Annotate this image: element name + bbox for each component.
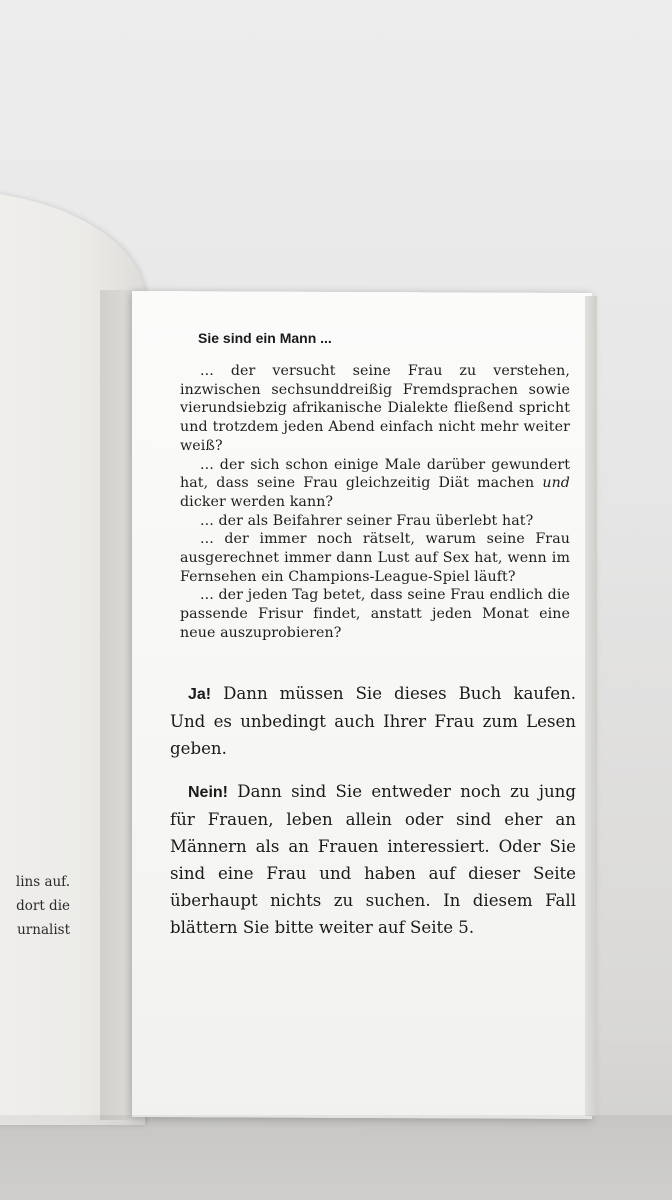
question-item xyxy=(180,362,570,456)
question-list xyxy=(180,362,570,643)
answer-yes xyxy=(170,680,576,762)
question-section xyxy=(180,330,570,643)
question-text: ... der sich schon einige Male darüber gewundert hat, dass seine Frau gleichzeitig Diät machen xyxy=(180,456,570,492)
question-item xyxy=(180,586,570,642)
answer-section xyxy=(170,680,576,957)
question-item xyxy=(180,512,570,531)
answer-yes-text: Dann müssen Sie dieses Buch kaufen. Und es unbedingt auch Ihrer Frau zum Lesen geben. xyxy=(170,684,576,758)
answer-no-keyword: Nein! xyxy=(188,784,228,801)
bottom-shadow xyxy=(0,1115,672,1200)
question-text: ... der immer noch rätselt, warum seine Frau ausgerechnet immer dann Lust auf Sex hat, wenn im Fernsehen ein Champions-League-Spiel läuft? xyxy=(180,531,570,585)
question-text: ... der jeden Tag betet, dass seine Frau endlich die passende Frisur findet, anstatt jeden Monat eine neue auszuprobieren? xyxy=(180,587,570,641)
page-edge xyxy=(585,296,597,1116)
left-fragment-line: urnalist xyxy=(17,922,70,938)
answer-no-text: Dann sind Sie entweder noch zu jung für Frauen, leben allein oder sind eher an Männern als an Frauen interessiert. Oder Sie sind eine Frau und haben auf dieser Seite überhaupt nichts zu suchen. In diesem Fall blättern Sie bitte weiter auf Seite 5. xyxy=(170,782,576,937)
answer-no xyxy=(170,778,576,941)
left-page-text-fragments xyxy=(0,870,70,942)
question-text: dicker werden kann? xyxy=(180,493,334,510)
left-fragment-line: lins auf. xyxy=(15,874,70,890)
answer-yes-keyword: Ja! xyxy=(188,686,212,703)
question-item xyxy=(180,456,570,512)
question-item xyxy=(180,530,570,586)
section-heading: Sie sind ein Mann ... xyxy=(198,330,332,346)
left-fragment-line: dort die xyxy=(16,898,70,914)
question-emphasis: und xyxy=(542,475,570,492)
question-text: ... der versucht seine Frau zu verstehen, inzwischen sechsunddreißig Fremdsprachen sowie vierundsiebzig afrikanische Dialekte fließend spricht und trotzdem jeden Abend einfach nicht mehr weiter weiß? xyxy=(180,363,570,454)
question-text: ... der als Beifahrer seiner Frau überlebt hat? xyxy=(200,512,534,529)
